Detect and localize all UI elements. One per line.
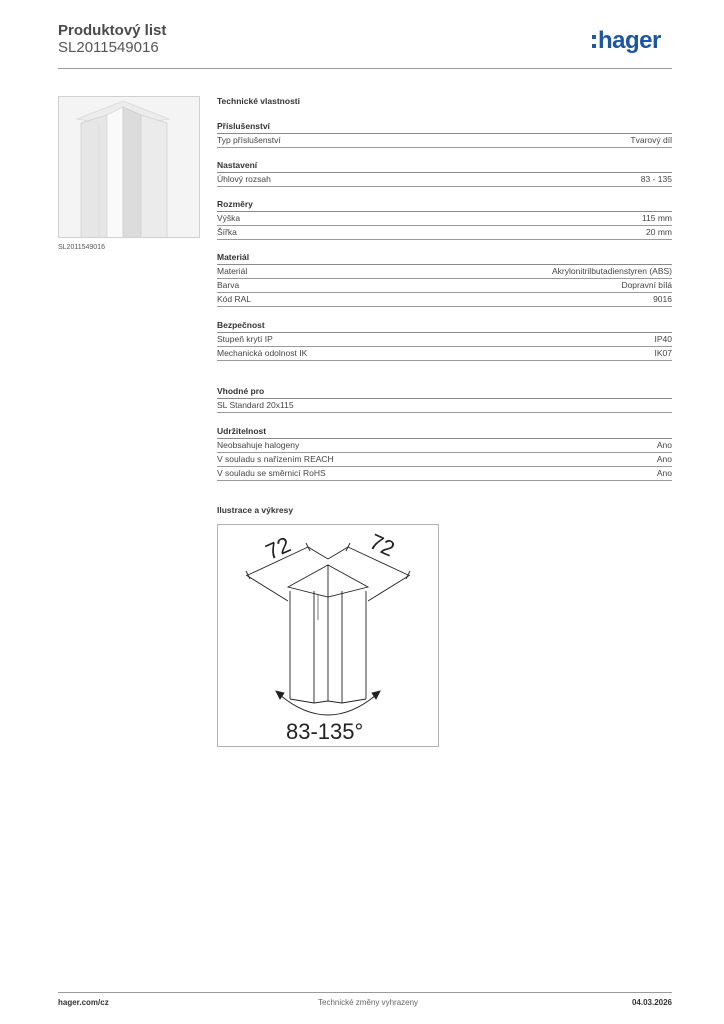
product-code: SL2011549016 — [58, 39, 159, 56]
spec-value: Ano — [656, 468, 672, 478]
spec-label: V souladu se směrnicí RoHS — [217, 468, 326, 478]
spec-value: Ano — [656, 454, 672, 464]
illustrations-title: Ilustrace a výkresy — [217, 505, 294, 515]
section-settings — [217, 158, 672, 187]
spec-row — [217, 399, 672, 413]
section-suitable-for — [217, 384, 672, 413]
spec-label: Materiál — [217, 266, 248, 276]
spec-row — [217, 347, 672, 361]
section-material — [217, 250, 672, 307]
spec-label: Neobsahuje halogeny — [217, 440, 300, 450]
spec-label: Stupeň krytí IP — [217, 334, 273, 344]
section-title: Nastavení — [217, 158, 672, 173]
footer-note: Technické změny vyhrazeny — [318, 998, 419, 1007]
section-title: Materiál — [217, 250, 672, 265]
product-photo-svg — [59, 97, 200, 238]
spec-row — [217, 212, 672, 226]
spec-value: Ano — [656, 440, 672, 450]
spec-value: 9016 — [653, 294, 672, 304]
logo-dots — [592, 35, 597, 48]
spec-value: 20 mm — [646, 227, 672, 237]
spec-value: Tvarový díl — [630, 135, 672, 145]
spec-label: Úhlový rozsah — [217, 174, 271, 184]
spec-row — [217, 453, 672, 467]
spec-row — [217, 226, 672, 240]
product-photo — [58, 96, 200, 238]
technical-drawing — [217, 524, 439, 747]
section-title: Příslušenství — [217, 119, 672, 134]
spec-row — [217, 173, 672, 187]
spec-value: Akrylonitrilbutadienstyren (ABS) — [552, 266, 672, 276]
footer-divider — [58, 992, 672, 993]
footer-date: 04.03.2026 — [631, 998, 672, 1007]
spec-row — [217, 439, 672, 453]
dimension-left-label: 72 — [261, 531, 295, 565]
spec-heading-block — [217, 96, 672, 106]
spec-row — [217, 467, 672, 481]
section-title: Vhodné pro — [217, 384, 672, 399]
spec-label: Typ příslušenství — [217, 135, 281, 145]
section-title: Rozměry — [217, 197, 672, 212]
angle-range-label: 83-135° — [286, 719, 364, 744]
spec-label: V souladu s nařízením REACH — [217, 454, 334, 464]
spec-row — [217, 279, 672, 293]
spec-label: Barva — [217, 280, 240, 290]
spec-heading: Technické vlastnosti — [217, 96, 300, 106]
page-title: Produktový list — [58, 22, 167, 39]
section-accessories — [217, 119, 672, 148]
section-dimensions — [217, 197, 672, 240]
spec-row — [217, 265, 672, 279]
spec-label: Výška — [217, 213, 241, 223]
spec-row — [217, 134, 672, 148]
spec-value: IP40 — [654, 334, 672, 344]
spec-row — [217, 293, 672, 307]
spec-label: Mechanická odolnost IK — [217, 348, 308, 358]
dimension-right-label: 72 — [365, 528, 399, 562]
spec-value: 83 - 135 — [640, 174, 672, 184]
spec-value: 115 mm — [641, 213, 672, 223]
spec-label: SL Standard 20x115 — [217, 400, 294, 410]
hager-logo[interactable] — [592, 27, 661, 55]
section-title: Udržitelnost — [217, 424, 672, 439]
photo-caption: SL2011549016 — [58, 244, 105, 251]
spec-label: Kód RAL — [217, 294, 252, 304]
spec-value: Dopravní bílá — [621, 280, 672, 290]
section-sustainability — [217, 424, 672, 481]
technical-drawing-svg — [218, 525, 438, 746]
spec-row — [217, 333, 672, 347]
section-title: Bezpečnost — [217, 318, 672, 333]
spec-label: Šířka — [217, 227, 237, 237]
logo-text: hager — [598, 27, 661, 54]
header-divider — [58, 68, 672, 69]
footer-website-link[interactable]: hager.com/cz — [58, 998, 109, 1007]
spec-value: IK07 — [654, 348, 672, 358]
section-safety — [217, 318, 672, 361]
